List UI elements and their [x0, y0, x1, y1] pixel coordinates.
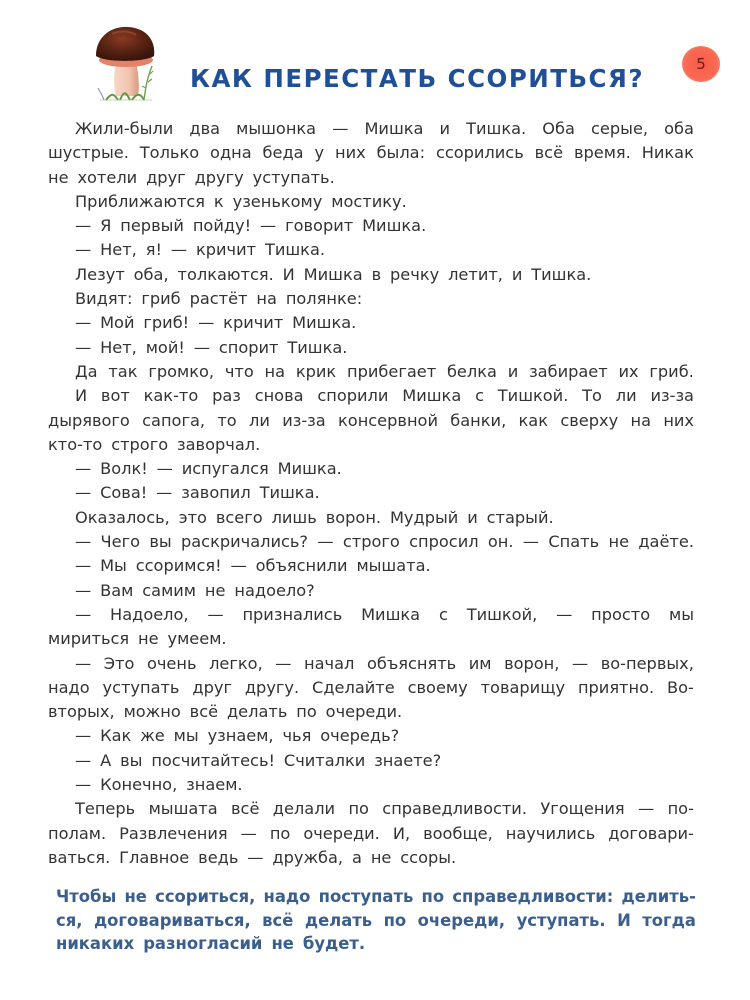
word: —: [247, 847, 264, 867]
word: чья: [282, 726, 312, 746]
word: кричит: [223, 313, 284, 333]
word: них: [334, 143, 366, 163]
story-line: [48, 822, 694, 846]
page-number-badge: [682, 46, 720, 82]
word: гриб!: [143, 313, 190, 333]
word: я!: [145, 240, 162, 260]
word: он.: [487, 532, 514, 552]
word: очередь?: [320, 726, 400, 746]
story-line: [48, 311, 694, 335]
word: спросил: [409, 532, 479, 552]
word: делить-: [621, 887, 696, 906]
word: —: [156, 459, 173, 479]
word: Мишка.: [292, 313, 357, 333]
word: Мишка: [364, 119, 424, 138]
word: завопил: [181, 483, 251, 503]
word: прибегает: [347, 361, 437, 381]
word: Только: [139, 143, 200, 163]
story-line: [48, 117, 694, 141]
word: будет.: [302, 934, 366, 953]
word: Чего: [100, 532, 140, 552]
word: них: [663, 410, 694, 430]
word: Сделайте: [312, 677, 395, 697]
word: а: [351, 847, 362, 867]
word: даёте.: [638, 532, 694, 552]
word: Мишка.: [362, 216, 427, 236]
word: договариваться,: [93, 910, 251, 930]
word: —: [198, 313, 215, 333]
word: —: [75, 532, 92, 552]
word: —: [170, 240, 188, 260]
word: Мишка.: [277, 459, 342, 479]
word: одна: [210, 143, 252, 163]
story-line: [48, 724, 694, 748]
word: своему: [407, 677, 468, 697]
story-line: [48, 700, 694, 724]
word: крик: [295, 361, 337, 381]
word: уступать: [102, 677, 180, 697]
word: ваться.: [48, 847, 111, 867]
word: Угощения: [540, 799, 625, 819]
word: дырявого: [48, 410, 130, 430]
word: никаких: [56, 934, 135, 953]
story-line: [48, 846, 694, 870]
word: не: [48, 167, 69, 187]
word: ворон,: [504, 653, 560, 673]
word: строго: [111, 434, 169, 454]
mushroom-icon: [86, 22, 166, 104]
story-line: [48, 238, 694, 262]
word: И: [617, 910, 631, 930]
word: это: [178, 507, 207, 527]
story-line: [48, 773, 694, 797]
word: Оба: [542, 119, 575, 138]
story-line: [48, 554, 694, 578]
word: надоело?: [234, 580, 315, 600]
word: заворчал.: [177, 434, 261, 454]
word: —: [75, 775, 92, 795]
word: ся,: [56, 910, 83, 930]
word: Нет,: [100, 240, 137, 260]
word: И,: [392, 823, 411, 843]
word: очереди,: [417, 910, 506, 930]
word: Тишка.: [259, 483, 320, 503]
story-line: [48, 214, 694, 238]
story-line: [48, 579, 694, 603]
word: не: [370, 847, 392, 867]
word: не: [608, 532, 630, 552]
word: Жили-были: [75, 119, 174, 138]
word: мой!: [145, 337, 185, 357]
word: по: [269, 823, 291, 843]
word: время.: [573, 143, 631, 163]
word: Мишка: [303, 264, 363, 284]
story-line: [48, 384, 694, 408]
word: забирает: [529, 361, 608, 381]
word: всё: [189, 702, 219, 722]
word: Считалки: [283, 750, 366, 770]
word: просто: [591, 604, 651, 624]
word: —: [260, 216, 277, 236]
word: Оказалось,: [75, 507, 170, 527]
word: Мой: [100, 313, 135, 333]
story-line: [48, 749, 694, 773]
word: И: [282, 264, 295, 284]
word: можно: [123, 702, 181, 722]
word: и: [439, 119, 451, 138]
word: им: [468, 653, 492, 673]
word: была:: [376, 143, 426, 163]
word: не: [271, 934, 294, 953]
word: Мишка: [402, 386, 462, 406]
page-number: 5: [696, 55, 706, 73]
word: —: [75, 604, 92, 624]
word: —: [75, 483, 92, 503]
story-text: [48, 117, 694, 870]
word: из-за: [282, 410, 326, 430]
word: кто-то: [48, 434, 103, 454]
word: пойду!: [192, 216, 252, 236]
word: ли: [615, 386, 637, 406]
story-line: [48, 336, 694, 360]
word: Как: [100, 726, 132, 746]
word: товарищу: [480, 677, 566, 697]
word: делали: [272, 799, 336, 819]
word: два: [189, 119, 221, 138]
word: мы: [668, 604, 694, 624]
word: Тишка.: [264, 240, 326, 260]
word: справедливости:: [452, 887, 614, 906]
word: —: [75, 240, 92, 260]
moral-line: [56, 909, 696, 933]
word: —: [207, 604, 224, 624]
story-line: [48, 360, 694, 384]
word: на: [264, 361, 286, 381]
word: и: [467, 507, 478, 527]
word: —: [571, 653, 589, 673]
word: на: [630, 410, 651, 430]
word: —: [75, 653, 92, 673]
word: знаем.: [186, 775, 243, 795]
word: лишь: [271, 507, 317, 527]
word: справедливости.: [382, 799, 527, 819]
word: делать: [226, 702, 288, 722]
word: А: [100, 750, 112, 770]
word: надо: [48, 677, 90, 697]
word: Тишкой,: [466, 604, 538, 624]
moral-text: [56, 885, 696, 956]
word: серые,: [591, 119, 649, 138]
word: —: [230, 556, 247, 576]
word: то: [217, 410, 237, 430]
word: знаете?: [374, 750, 442, 770]
word: по: [383, 910, 407, 930]
story-line: [48, 263, 694, 287]
word: с: [438, 604, 448, 624]
word: испугался: [181, 459, 269, 479]
word: шустрые.: [48, 143, 129, 163]
word: —: [638, 799, 655, 819]
word: оба: [664, 119, 694, 138]
word: —: [75, 337, 92, 357]
word: Конечно,: [100, 775, 178, 795]
word: Волк!: [100, 459, 148, 479]
page-title: КАК ПЕРЕСТАТЬ ССОРИТЬСЯ?: [190, 64, 645, 93]
word: —: [240, 823, 257, 843]
word: по: [348, 799, 369, 819]
word: вы: [120, 750, 143, 770]
word: с: [475, 386, 484, 406]
word: другу.: [244, 677, 300, 697]
word: спорили: [317, 386, 389, 406]
word: мышата.: [356, 556, 431, 576]
word: мы: [173, 726, 199, 746]
story-line: [48, 481, 694, 505]
word: старый.: [486, 507, 554, 527]
word: ссоримся!: [135, 556, 222, 576]
word: в: [371, 264, 382, 284]
story-line: [48, 676, 694, 700]
word: всё: [231, 799, 260, 819]
word: ведь: [198, 847, 239, 867]
word: делать: [304, 910, 373, 930]
word: уступать.: [252, 167, 335, 187]
word: к: [213, 191, 224, 211]
word: объяснили: [255, 556, 348, 576]
word: по-: [667, 799, 694, 819]
word: вы: [149, 532, 172, 552]
word: самим: [142, 580, 197, 600]
word: сверху: [560, 410, 619, 430]
word: Видят:: [75, 289, 133, 309]
word: мириться: [48, 629, 130, 649]
word: Развлечения: [119, 823, 228, 843]
word: договари-: [608, 823, 694, 843]
word: по: [421, 887, 445, 906]
word: Тишка.: [466, 119, 527, 138]
story-line: [48, 506, 694, 530]
word: снова: [254, 386, 304, 406]
word: из-за: [650, 386, 694, 406]
word: ссоры.: [400, 847, 457, 867]
word: ворон.: [325, 507, 382, 527]
word: Во-: [667, 677, 694, 697]
word: всё: [534, 143, 564, 163]
word: гриб: [141, 289, 181, 309]
word: —: [522, 532, 540, 552]
word: Я: [100, 216, 112, 236]
word: громко,: [148, 361, 215, 381]
word: и: [511, 264, 523, 284]
word: первый: [120, 216, 184, 236]
word: мостику.: [331, 191, 407, 211]
word: посчитайтесь!: [151, 750, 275, 770]
word: вот: [100, 386, 130, 406]
word: очереди.: [325, 702, 403, 722]
word: Вам: [100, 580, 134, 600]
word: Мудрый: [389, 507, 459, 527]
word: уступать.: [516, 910, 606, 930]
word: другу: [194, 167, 244, 187]
word: белка: [446, 361, 497, 381]
word: Да: [75, 361, 98, 381]
word: научились: [505, 823, 596, 843]
word: очереди.: [303, 823, 380, 843]
story-line: [48, 627, 694, 651]
word: вообще,: [423, 823, 493, 843]
word: дружба,: [272, 847, 344, 867]
story-line: [48, 433, 694, 457]
word: ссорились: [435, 143, 524, 163]
word: беда: [262, 143, 304, 163]
story-line: [48, 166, 694, 190]
word: Главное: [119, 847, 190, 867]
word: не: [138, 629, 159, 649]
word: раскричались?: [180, 532, 309, 552]
word: —: [275, 653, 292, 673]
word: Лезут: [75, 264, 125, 284]
word: речку: [390, 264, 440, 284]
word: Никак: [641, 143, 694, 163]
word: —: [193, 337, 210, 357]
word: Надоело,: [110, 604, 189, 624]
word: друг: [146, 167, 186, 187]
story-line: [48, 603, 694, 627]
word: —: [75, 556, 92, 576]
word: Нет,: [100, 337, 137, 357]
word: —: [75, 216, 92, 236]
word: признались: [242, 604, 343, 624]
word: Тишка.: [531, 264, 592, 284]
word: всё: [262, 910, 294, 930]
word: что: [224, 361, 254, 381]
word: говорит: [285, 216, 354, 236]
moral-line: [56, 885, 696, 909]
word: Тишка.: [287, 337, 348, 357]
word: Спать: [548, 532, 600, 552]
word: так: [108, 361, 138, 381]
word: как-то: [143, 386, 199, 406]
word: —: [332, 119, 349, 138]
word: приятно.: [577, 677, 655, 697]
word: тогда: [642, 910, 696, 930]
story-line: [48, 530, 694, 554]
word: на: [256, 289, 277, 309]
word: умеем.: [167, 629, 227, 649]
story-line: [48, 797, 694, 821]
word: кричит: [195, 240, 257, 260]
word: мышата: [148, 799, 218, 819]
word: всего: [215, 507, 263, 527]
word: То: [582, 386, 602, 406]
word: узнаем,: [207, 726, 274, 746]
word: —: [75, 580, 92, 600]
word: полянке:: [285, 289, 363, 309]
story-line: [48, 652, 694, 676]
word: летит,: [448, 264, 503, 284]
word: —: [75, 726, 92, 746]
word: оба,: [133, 264, 169, 284]
word: полам.: [48, 823, 107, 843]
word: консервной: [338, 410, 438, 430]
moral-line: [56, 932, 696, 956]
word: банки,: [450, 410, 507, 430]
word: ли: [249, 410, 270, 430]
word: спорит: [218, 337, 279, 357]
word: не: [204, 580, 226, 600]
word: гриб.: [649, 361, 694, 381]
word: растёт: [189, 289, 248, 309]
word: во-первых,: [600, 653, 694, 673]
word: сапога,: [142, 410, 206, 430]
word: поступать: [318, 887, 414, 906]
word: не: [124, 887, 147, 906]
word: Теперь: [75, 799, 136, 819]
word: —: [75, 313, 92, 333]
word: как: [518, 410, 549, 430]
word: объяснять: [366, 653, 457, 673]
story-line: [48, 190, 694, 214]
word: Мишка: [361, 604, 421, 624]
word: легко,: [209, 653, 263, 673]
word: Мы: [100, 556, 127, 576]
word: —: [75, 459, 92, 479]
word: строго: [342, 532, 400, 552]
word: раз: [212, 386, 241, 406]
word: же: [140, 726, 165, 746]
word: Сова!: [100, 483, 148, 503]
word: ссориться,: [155, 887, 256, 906]
word: у: [314, 143, 325, 163]
word: мышонка: [236, 119, 317, 138]
word: их: [618, 361, 639, 381]
word: надо: [263, 887, 311, 906]
word: друг: [192, 677, 232, 697]
word: Чтобы: [56, 887, 117, 906]
word: по: [296, 702, 317, 722]
word: узенькому: [232, 191, 323, 211]
word: и: [507, 361, 519, 381]
word: толкаются.: [177, 264, 274, 284]
word: —: [317, 532, 334, 552]
word: разногласий: [143, 934, 263, 953]
word: —: [556, 604, 573, 624]
word: И: [75, 386, 88, 406]
word: Приближаются: [75, 191, 206, 211]
word: Тишкой.: [497, 386, 569, 406]
word: очень: [146, 653, 197, 673]
word: —: [75, 750, 92, 770]
word: —: [156, 483, 173, 503]
story-line: [48, 141, 694, 165]
word: хотели: [77, 167, 138, 187]
story-line: [48, 409, 694, 433]
story-line: [48, 457, 694, 481]
word: Это: [103, 653, 135, 673]
word: вторых,: [48, 702, 115, 722]
word: начал: [304, 653, 355, 673]
story-line: [48, 287, 694, 311]
